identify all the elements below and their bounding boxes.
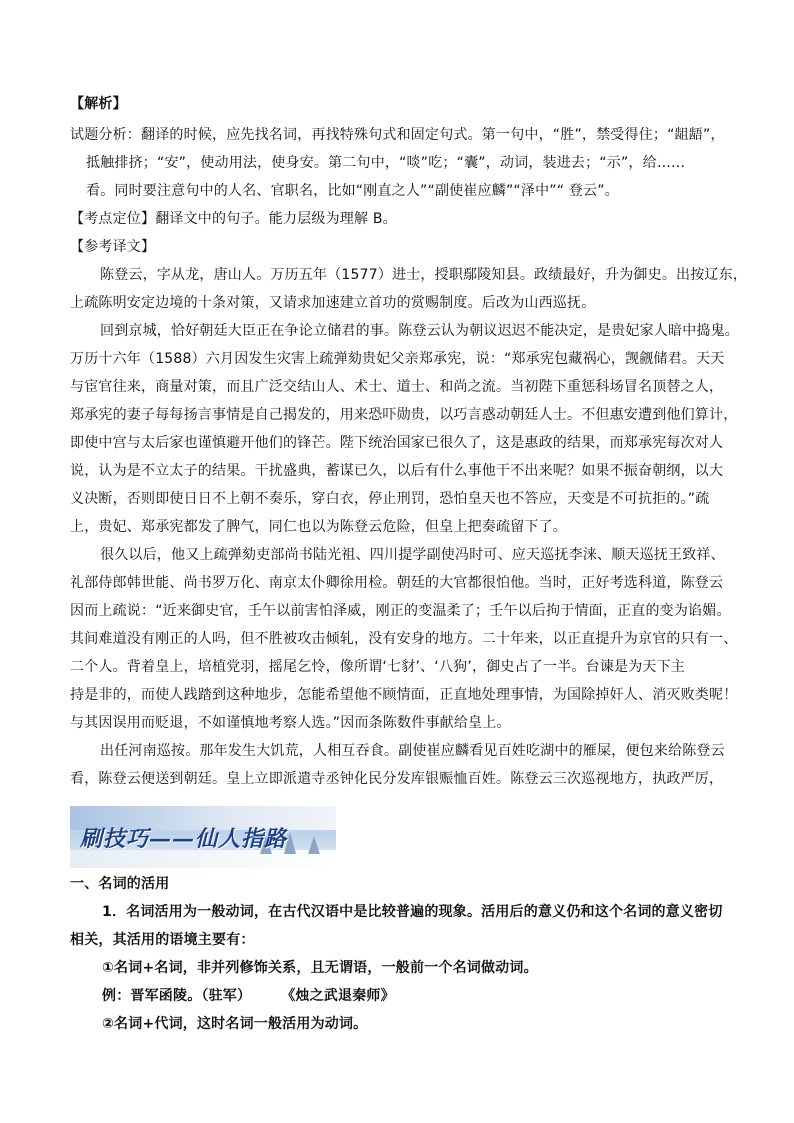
translation-heading: 【参考译文】 (70, 239, 156, 255)
translation-line: 很久以后，他又上疏弹劾吏部尚书陆光祖、四川提学副使冯时可、应天巡抚李涞、顺天巡抚王致祥、 (100, 547, 725, 563)
translation-line: 因而上疏说：“近来御史官，壬午以前害怕泽威，刚正的变温柔了；壬午以后拘于情面，正直的变为谄媚。 (70, 603, 731, 619)
translation-line: 其间难道没有刚正的人吗，但不胜被攻击倾轧，没有安身的地方。二十年来，以正直提升为京官的只有一、 (70, 631, 738, 647)
section-item-line: 1．名词活用为一般动词，在古代汉语中是比较普遍的现象。活用后的意义仍和这个名词的意义密切 (102, 904, 723, 920)
analysis-heading: 【解析】 (70, 96, 127, 112)
section-sub-item: ①名词+名词，非并列修饰关系，且无谓语，一般前一个名词做动词。 (102, 960, 538, 976)
analysis-line: 抵触排挤；“安”，使动用法，使身安。第二句中，“啖”吃；“囊”，动词，装进去；“示”，给…… (86, 155, 686, 171)
translation-line: 万历十六年（1588）六月因发生灾害上疏弹劾贵妃父亲郑承宪，说：“郑承宪包藏祸心，觊觎储君。天天 (70, 351, 725, 367)
analysis-line: 试题分析：翻译的时候，应先找名词，再找特殊句式和固定句式。第一句中，“胜”，禁受得住；“龃龉”， (70, 127, 725, 143)
translation-line: 义决断，否则即使日日不上朝不奏乐，穿白衣，停止刑罚，恐怕皇天也不答应，天变是不可抗拒的。”疏 (70, 491, 710, 507)
translation-line: 与其因误用而贬退，不如谨慎地考察人选。”因而条陈数件事献给皇上。 (70, 715, 511, 731)
translation-line: 郑承宪的妻子每每扬言事情是自己揭发的，用来恐吓勋贵，以巧言惑动朝廷人士。不但惠安遭到他们算计， (70, 407, 738, 423)
translation-line: 与宦官往来，商量对策，而且广泛交结山人、术士、道士、和尚之流。当初陛下重惩科场冒名顶替之人， (70, 379, 724, 395)
section-example (102, 986, 395, 1006)
analysis-line: 看。同时要注意句中的人名、官职名，比如“刚直之人”“副使崔应麟”“泽中”“ 登云”。 (86, 183, 619, 199)
translation-line: 出任河南巡按。那年发生大饥荒，人相互吞食。副使崔应麟看见百姓吃湖中的雁屎，便包来给陈登云 (100, 743, 725, 759)
banner-label: 刷技巧——仙人指路 (80, 826, 288, 852)
translation-line: 持是非的，而使人践踏到这种地步，怎能希望他不顾情面，正直地处理事情，为国除掉奸人、消灭败类呢！ (70, 687, 738, 703)
translation-line: 礼部侍郎韩世能、尚书罗万化、南京太仆卿徐用检。朝廷的大官都很怕他。当时，正好考选科道，陈登云 (70, 575, 724, 591)
translation-line: 二个人。背着皇上，培植党羽，摇尾乞怜，像所谓‘七豺’、‘八狗’，御史占了一半。台谏是为天下主 (70, 659, 685, 675)
section-item-line: 相关，其活用的语境主要有： (70, 932, 255, 948)
section-title: 一、名词的活用 (70, 876, 170, 892)
translation-line: 上疏陈明安定边境的十条对策，又请求加速建立首功的赏赐制度。后改为山西巡抚。 (70, 295, 596, 311)
translation-line: 即使中宫与太后家也谨慎避开他们的锋芒。陛下统治国家已很久了，这是惠政的结果，而郑承宪每次对人 (70, 435, 724, 451)
section-sub-item: ②名词+代词，这时名词一般活用为动词。 (102, 1016, 368, 1032)
tips-banner-image (70, 806, 336, 868)
example-source: 《烛之武退秦师》 (281, 988, 395, 1004)
translation-line: 说，认为是不立太子的结果。干扰盛典，蓄谋已久，以后有什么事他干不出来呢？如果不振奋朝纲，以大 (70, 463, 724, 479)
kaodian-line: 【考点定位】翻译文中的句子。能力层级为理解 B。 (70, 211, 397, 227)
translation-line: 看，陈登云便送到朝廷。皇上立即派遣寺丞钟化民分发库银赈恤百姓。陈登云三次巡视地方，执政严厉， (70, 771, 724, 787)
banner-tree-icon (308, 836, 320, 854)
example-text: 例：晋军函陵。（驻军） (102, 988, 252, 1004)
translation-line: 陈登云，字从龙，唐山人。万历五年（1577）进士，授职鄢陵知县。政绩最好，升为御史。出按辽东， (100, 267, 748, 283)
translation-line: 回到京城，恰好朝廷大臣正在争论立储君的事。陈登云认为朝议迟迟不能决定，是贵妃家人暗中捣鬼。 (100, 323, 739, 339)
translation-line: 上，贵妃、郑承宪都发了脾气，同仁也以为陈登云危险，但皇上把奏疏留下了。 (70, 519, 567, 535)
